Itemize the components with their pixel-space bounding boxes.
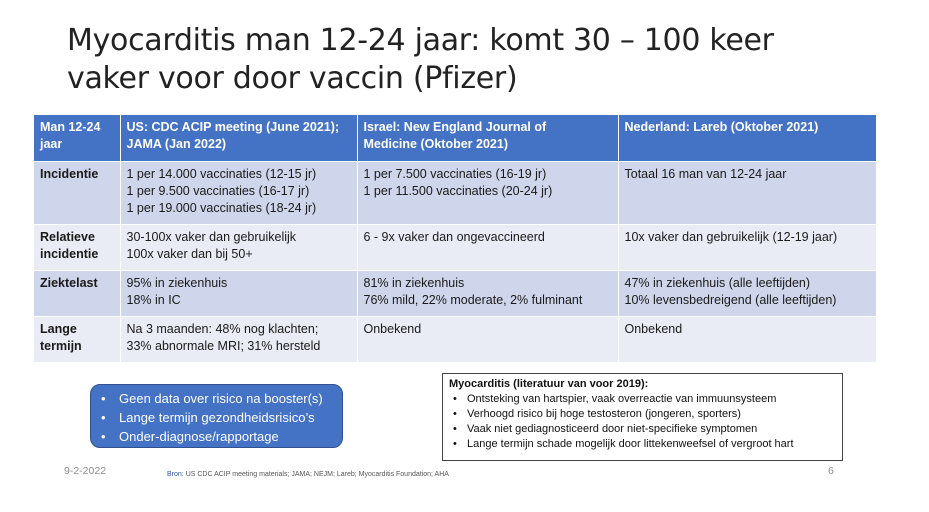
- cell-line: 6 - 9x vaker dan ongevaccineerd: [363, 229, 545, 244]
- row-label-line: incidentie: [40, 246, 99, 261]
- header-cell-group: [34, 115, 120, 161]
- cell-line: Totaal 16 man van 12-24 jaar: [624, 166, 787, 181]
- table-cell: [120, 224, 357, 270]
- info-title: Myocarditis (literatuur van voor 2019):: [449, 378, 649, 390]
- cell-line: Na 3 maanden: 48% nog klachten;: [126, 321, 319, 336]
- row-label-line: termijn: [40, 338, 82, 353]
- info-item: • Verhoogd risico bij hoge testosteron (jongeren, sporters): [449, 407, 836, 422]
- cell-line: 76% mild, 22% moderate, 2% fulminant: [363, 292, 583, 307]
- table-cell: [120, 270, 357, 316]
- table-row-relatieve-incidentie: [34, 224, 876, 270]
- callout-item: • Lange termijn gezondheidsrisico’s: [99, 408, 334, 427]
- cell-line: 18% in IC: [126, 292, 181, 307]
- header-cell-israel: [357, 115, 618, 161]
- callout-list: [99, 389, 334, 446]
- row-label-line: Lange: [40, 321, 77, 336]
- footer-source: [167, 471, 449, 478]
- row-label: [34, 161, 120, 224]
- cell-line: 100x vaker dan bij 50+: [126, 246, 253, 261]
- cell-line: 30-100x vaker dan gebruikelijk: [126, 229, 297, 244]
- table-row-ziektelast: [34, 270, 876, 316]
- title-line-1: Myocarditis man 12-24 jaar: komt 30 – 100 keer: [67, 23, 774, 58]
- cell-line: Onbekend: [624, 321, 683, 336]
- table-row-incidentie: [34, 161, 876, 224]
- slide-title: [67, 22, 867, 98]
- table-cell: [357, 316, 618, 362]
- page-number: 6: [828, 465, 834, 477]
- table-row-lange-termijn: [34, 316, 876, 362]
- source-text: US CDC ACIP meeting materials; JAMA; NEJM; Lareb; Myocarditis Foundation; AHA: [185, 471, 449, 478]
- table-cell: [357, 161, 618, 224]
- table-cell: [120, 161, 357, 224]
- comparison-table: [34, 115, 877, 362]
- cell-line: 10% levensbedreigend (alle leeftijden): [624, 292, 837, 307]
- cell-line: 33% abnormale MRI; 31% hersteld: [126, 338, 321, 353]
- row-label: [34, 270, 120, 316]
- row-label-line: Relatieve: [40, 229, 95, 244]
- table-cell: [120, 316, 357, 362]
- header-cell-nederland: [618, 115, 876, 161]
- header-line: Medicine (Oktober 2021): [363, 137, 508, 151]
- table-cell: [357, 224, 618, 270]
- callout-item: • Onder-diagnose/rapportage: [99, 427, 334, 446]
- header-line: JAMA (Jan 2022): [126, 137, 227, 151]
- row-label-line: Ziektelast: [40, 275, 98, 290]
- header-line: Man 12-24: [40, 120, 101, 134]
- info-item: • Ontsteking van hartspier, vaak overreactie van immuunsysteem: [449, 392, 836, 407]
- cell-line: Onbekend: [363, 321, 422, 336]
- cell-line: 1 per 14.000 vaccinaties (12-15 jr): [126, 166, 317, 181]
- table-header-row: [34, 115, 876, 161]
- header-cell-us: [120, 115, 357, 161]
- header-line: Nederland: Lareb (Oktober 2021): [624, 120, 819, 134]
- callout-box: [90, 384, 343, 448]
- table-cell: [618, 224, 876, 270]
- info-list: [449, 392, 836, 452]
- header-line: Israel: New England Journal of: [363, 120, 547, 134]
- callout-item: • Geen data over risico na booster(s): [99, 389, 334, 408]
- cell-line: 10x vaker dan gebruikelijk (12-19 jaar): [624, 229, 838, 244]
- table-cell: [618, 270, 876, 316]
- footer-date: 9-2-2022: [64, 465, 107, 477]
- row-label: [34, 224, 120, 270]
- cell-line: 95% in ziekenhuis: [126, 275, 228, 290]
- row-label: [34, 316, 120, 362]
- cell-line: 1 per 7.500 vaccinaties (16-19 jr): [363, 166, 547, 181]
- cell-line: 81% in ziekenhuis: [363, 275, 465, 290]
- cell-line: 1 per 11.500 vaccinaties (20-24 jr): [363, 183, 553, 198]
- cell-line: 1 per 19.000 vaccinaties (18-24 jr): [126, 200, 317, 215]
- source-label: Bron:: [167, 471, 184, 478]
- info-item: • Lange termijn schade mogelijk door littekenweefsel of vergroot hart: [449, 437, 836, 452]
- info-box: [442, 373, 843, 461]
- table-cell: [357, 270, 618, 316]
- header-line: US: CDC ACIP meeting (June 2021);: [126, 120, 340, 134]
- table-cell: [618, 161, 876, 224]
- table-cell: [618, 316, 876, 362]
- cell-line: 47% in ziekenhuis (alle leeftijden): [624, 275, 811, 290]
- cell-line: 1 per 9.500 vaccinaties (16-17 jr): [126, 183, 310, 198]
- title-line-2: vaker voor door vaccin (Pfizer): [67, 61, 518, 96]
- row-label-line: Incidentie: [40, 166, 99, 181]
- header-line: jaar: [40, 137, 63, 151]
- info-item: • Vaak niet gediagnosticeerd door niet-specifieke symptomen: [449, 422, 836, 437]
